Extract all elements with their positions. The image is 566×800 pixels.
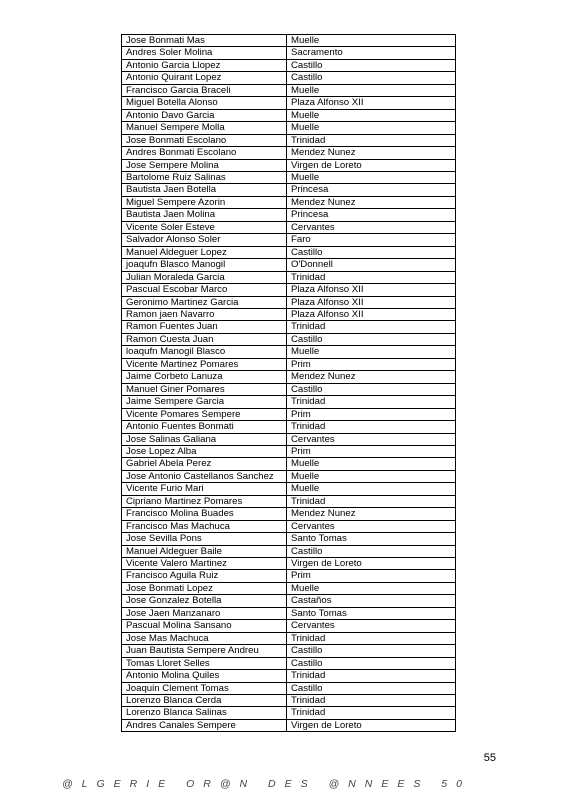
street-cell: Santo Tomas	[287, 607, 456, 619]
name-cell: Ramon jaen Navarro	[122, 308, 287, 320]
street-cell: Muelle	[287, 171, 456, 183]
street-cell: Cervantes	[287, 520, 456, 532]
table-row	[122, 109, 456, 121]
table-row	[122, 695, 456, 707]
table-row	[122, 259, 456, 271]
table-row	[122, 483, 456, 495]
street-cell: Muelle	[287, 122, 456, 134]
table-row	[122, 333, 456, 345]
name-cell: Manuel Aldeguer Baile	[122, 545, 287, 557]
street-cell: Princesa	[287, 184, 456, 196]
street-cell: Mendez Nunez	[287, 371, 456, 383]
name-cell: Ramon Fuentes Juan	[122, 321, 287, 333]
table-row	[122, 433, 456, 445]
name-cell: Andres Bonmati Escolano	[122, 147, 287, 159]
table-row	[122, 221, 456, 233]
street-cell: Plaza Alfonso XII	[287, 296, 456, 308]
table-row	[122, 570, 456, 582]
street-cell: Muelle	[287, 470, 456, 482]
name-cell: Manuel Sempere Molla	[122, 122, 287, 134]
street-cell: Trinidad	[287, 321, 456, 333]
table-row	[122, 184, 456, 196]
street-cell: Trinidad	[287, 271, 456, 283]
street-cell: Cervantes	[287, 433, 456, 445]
street-cell: Trinidad	[287, 396, 456, 408]
name-cell: Jose Bonmati Escolano	[122, 134, 287, 146]
table-row	[122, 707, 456, 719]
table-row	[122, 159, 456, 171]
street-cell: Faro	[287, 234, 456, 246]
street-cell: Trinidad	[287, 695, 456, 707]
name-cell: Ramon Cuesta Juan	[122, 333, 287, 345]
street-cell: Castillo	[287, 682, 456, 694]
table-row	[122, 271, 456, 283]
name-cell: Antonio Molina Quiles	[122, 670, 287, 682]
name-cell: Manuel Aldeguer Lopez	[122, 246, 287, 258]
name-cell: Tomas Lloret Selles	[122, 657, 287, 669]
street-cell: Mendez Nunez	[287, 508, 456, 520]
street-cell: Muelle	[287, 109, 456, 121]
table-row	[122, 171, 456, 183]
footer-watermark: @LGERIE OR@N DES @NNEES 50	[62, 778, 471, 790]
street-cell: Trinidad	[287, 495, 456, 507]
table-row	[122, 645, 456, 657]
street-cell: Muelle	[287, 84, 456, 96]
table-row	[122, 670, 456, 682]
street-cell: Muelle	[287, 35, 456, 47]
name-cell: Juan Bautista Sempere Andreu	[122, 645, 287, 657]
table-row	[122, 632, 456, 644]
street-cell: Sacramento	[287, 47, 456, 59]
street-cell: Virgen de Loreto	[287, 719, 456, 731]
table-row	[122, 620, 456, 632]
street-cell: Muelle	[287, 582, 456, 594]
name-cell: Jose Bonmati Lopez	[122, 582, 287, 594]
table-row	[122, 209, 456, 221]
name-cell: Francisco Aguila Ruiz	[122, 570, 287, 582]
street-cell: Trinidad	[287, 632, 456, 644]
names-streets-table	[121, 34, 456, 732]
street-cell: Plaza Alfonso XII	[287, 97, 456, 109]
table-row	[122, 533, 456, 545]
street-cell: Castillo	[287, 246, 456, 258]
street-cell: Castillo	[287, 333, 456, 345]
table-row	[122, 84, 456, 96]
table-row	[122, 371, 456, 383]
table-row	[122, 508, 456, 520]
street-cell: Castillo	[287, 657, 456, 669]
table-row	[122, 134, 456, 146]
table-row	[122, 383, 456, 395]
street-cell: Santo Tomas	[287, 533, 456, 545]
name-cell: Miguel Botella Alonso	[122, 97, 287, 109]
name-cell: Julian Moraleda Garcia	[122, 271, 287, 283]
name-cell: Salvador Alonso Soler	[122, 234, 287, 246]
name-cell: Jose Lopez Alba	[122, 445, 287, 457]
name-cell: Francisco Mas Machuca	[122, 520, 287, 532]
name-cell: Bartolome Ruiz Salinas	[122, 171, 287, 183]
name-cell: Manuel Giner Pomares	[122, 383, 287, 395]
name-cell: Jaime Corbeto Lanuza	[122, 371, 287, 383]
street-cell: Trinidad	[287, 134, 456, 146]
table-row	[122, 97, 456, 109]
name-cell: joaqufn Blasco Manogil	[122, 259, 287, 271]
name-cell: Jaime Sempere Garcia	[122, 396, 287, 408]
street-cell: Cervantes	[287, 620, 456, 632]
name-cell: Vicente Valero Martinez	[122, 558, 287, 570]
street-cell: Princesa	[287, 209, 456, 221]
name-cell: Jose Gonzalez Botella	[122, 595, 287, 607]
table-row	[122, 296, 456, 308]
table-row	[122, 346, 456, 358]
table-row	[122, 246, 456, 258]
name-cell: Cipriano Martinez Pomares	[122, 495, 287, 507]
street-cell: Castillo	[287, 645, 456, 657]
name-cell: Vicente Pomares Sempere	[122, 408, 287, 420]
street-cell: Virgen de Loreto	[287, 558, 456, 570]
street-cell: Cervantes	[287, 221, 456, 233]
table-row	[122, 284, 456, 296]
table-row	[122, 358, 456, 370]
name-cell: Jose Sevilla Pons	[122, 533, 287, 545]
table-row	[122, 445, 456, 457]
name-cell: Bautista Jaen Molina	[122, 209, 287, 221]
table-row	[122, 308, 456, 320]
name-cell: Jose Mas Machuca	[122, 632, 287, 644]
street-cell: Mendez Nunez	[287, 147, 456, 159]
page-number: 55	[483, 752, 496, 764]
table-row	[122, 321, 456, 333]
table-row	[122, 682, 456, 694]
table-row	[122, 458, 456, 470]
table-row	[122, 595, 456, 607]
name-cell: Miguel Sempere Azorin	[122, 196, 287, 208]
table-row	[122, 72, 456, 84]
street-cell: Castillo	[287, 383, 456, 395]
name-cell: Andres Canales Sempere	[122, 719, 287, 731]
table-row	[122, 234, 456, 246]
table-row	[122, 470, 456, 482]
name-cell: Antonio Quirant Lopez	[122, 72, 287, 84]
street-cell: Virgen de Loreto	[287, 159, 456, 171]
table-body	[122, 35, 456, 732]
table-row	[122, 607, 456, 619]
table-row	[122, 558, 456, 570]
table-row	[122, 408, 456, 420]
name-cell: Antonio Garcia Llopez	[122, 59, 287, 71]
name-cell: Vicente Martinez Pomares	[122, 358, 287, 370]
table-row	[122, 520, 456, 532]
name-cell: Vicente Furio Mari	[122, 483, 287, 495]
table-row	[122, 59, 456, 71]
table-row	[122, 421, 456, 433]
name-cell: Lorenzo Blanca Cerda	[122, 695, 287, 707]
name-cell: Bautista Jaen Botella	[122, 184, 287, 196]
street-cell: Muelle	[287, 483, 456, 495]
name-cell: loaqufn Manogil Blasco	[122, 346, 287, 358]
street-cell: Castaños	[287, 595, 456, 607]
name-cell: Pascual Escobar Marco	[122, 284, 287, 296]
street-cell: Prim	[287, 570, 456, 582]
table-row	[122, 545, 456, 557]
name-cell: Francisco Garcia Braceli	[122, 84, 287, 96]
name-cell: Antonio Fuentes Bonmati	[122, 421, 287, 433]
name-cell: Jose Jaen Manzanaro	[122, 607, 287, 619]
name-cell: Gabriel Abela Perez	[122, 458, 287, 470]
name-cell: Andres Soler Molina	[122, 47, 287, 59]
name-cell: Antonio Davo Garcia	[122, 109, 287, 121]
street-cell: Prim	[287, 358, 456, 370]
name-cell: Francisco Molina Buades	[122, 508, 287, 520]
table-row	[122, 396, 456, 408]
street-cell: Muelle	[287, 346, 456, 358]
street-cell: Trinidad	[287, 707, 456, 719]
table-row	[122, 657, 456, 669]
table-row	[122, 719, 456, 731]
street-cell: Castillo	[287, 72, 456, 84]
street-cell: O'Donnell	[287, 259, 456, 271]
name-cell: Jose Antonio Castellanos Sanchez	[122, 470, 287, 482]
street-cell: Castillo	[287, 545, 456, 557]
street-cell: Trinidad	[287, 421, 456, 433]
name-cell: Jose Bonmati Mas	[122, 35, 287, 47]
table-row	[122, 122, 456, 134]
name-cell: Pascual Molina Sansano	[122, 620, 287, 632]
street-cell: Prim	[287, 445, 456, 457]
name-cell: Geronimo Martinez Garcia	[122, 296, 287, 308]
name-cell: Vicente Soler Esteve	[122, 221, 287, 233]
name-cell: Lorenzo Blanca Salinas	[122, 707, 287, 719]
table-row	[122, 196, 456, 208]
name-cell: Jose Salinas Galiana	[122, 433, 287, 445]
table-row	[122, 582, 456, 594]
table-row	[122, 47, 456, 59]
street-cell: Trinidad	[287, 670, 456, 682]
street-cell: Muelle	[287, 458, 456, 470]
street-cell: Castillo	[287, 59, 456, 71]
street-cell: Mendez Nunez	[287, 196, 456, 208]
street-cell: Plaza Alfonso XII	[287, 284, 456, 296]
table-row	[122, 147, 456, 159]
street-cell: Prim	[287, 408, 456, 420]
table-row	[122, 495, 456, 507]
table-row	[122, 35, 456, 47]
street-cell: Plaza Alfonso XII	[287, 308, 456, 320]
name-cell: Joaquin Clement Tomas	[122, 682, 287, 694]
name-cell: Jose Sempere Molina	[122, 159, 287, 171]
